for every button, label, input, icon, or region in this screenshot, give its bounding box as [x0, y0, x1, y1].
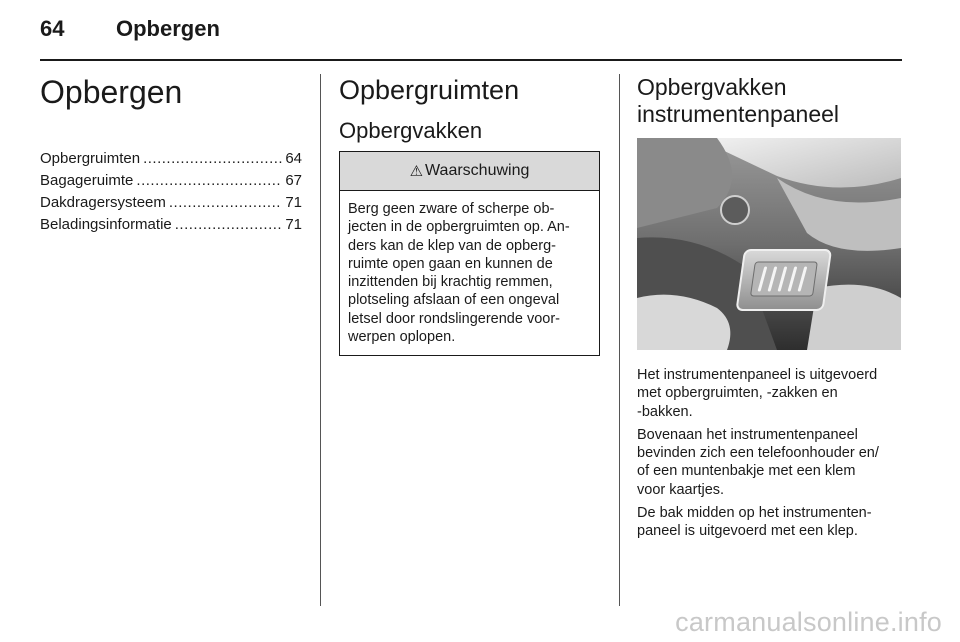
toc-entry-page: 71: [285, 194, 302, 211]
toc-entry-label: Opbergruimten: [40, 150, 141, 167]
text-line: paneel is uitgevoerd met een klep.: [637, 523, 858, 540]
storage-column: [339, 74, 601, 356]
toc-leader-dots: [143, 148, 282, 170]
warning-triangle-icon: ⚠: [409, 163, 424, 180]
paragraph: [637, 504, 901, 541]
toc-entry-label: Bagageruimte: [40, 172, 134, 189]
dashboard-storage-illustration: [637, 138, 901, 350]
section-title: [637, 74, 901, 128]
header-section-title: Opbergen: [116, 16, 220, 41]
toc-entry-page: 64: [285, 150, 302, 167]
toc-leader-dots: [175, 214, 283, 236]
toc-entry[interactable]: [40, 170, 302, 192]
warning-line: plotseling afslaan of een ongeval: [348, 292, 560, 309]
warning-line: Berg geen zware of scherpe ob-: [348, 201, 555, 217]
paragraph: [637, 426, 901, 499]
warning-line: jecten in de opbergruimten op. An-: [348, 219, 570, 236]
dashboard-storage-column: [637, 74, 901, 546]
table-of-contents: [40, 148, 302, 236]
warning-box: [339, 151, 600, 356]
toc-leader-dots: [169, 192, 282, 214]
warning-text: [340, 191, 599, 355]
toc-entry-label: Beladingsinformatie: [40, 216, 172, 233]
text-line: Bovenaan het instrumentenpaneel: [637, 426, 858, 443]
warning-line: ders kan de klep van de opberg-: [348, 237, 556, 254]
column-divider-2: [619, 74, 620, 606]
toc-column: [40, 74, 302, 236]
paragraph: [637, 366, 901, 421]
body-text: [637, 366, 901, 541]
section-title-line: Opbergvakken: [637, 74, 787, 100]
text-line: -bakken.: [637, 403, 693, 420]
toc-entry[interactable]: [40, 192, 302, 214]
warning-line: werpen oplopen.: [348, 329, 456, 346]
toc-leader-dots: [136, 170, 282, 192]
warning-line: inzittenden bij krachtig remmen,: [348, 274, 553, 291]
section-title: Opbergruimten: [339, 75, 520, 105]
text-line: met opbergruimten, -zakken en: [637, 385, 838, 402]
subsection-title: Opbergvakken: [339, 118, 483, 143]
warning-line: letsel door rondslingerende voor-: [348, 310, 560, 327]
column-divider-1: [320, 74, 321, 606]
header-divider: [40, 59, 902, 61]
toc-entry[interactable]: [40, 148, 302, 170]
warning-title: Waarschuwing: [425, 162, 530, 179]
site-watermark: carmanualsonline.info: [675, 607, 942, 637]
toc-entry-page: 71: [285, 216, 302, 233]
chapter-title: Opbergen: [40, 74, 183, 110]
warning-header: [340, 152, 599, 191]
text-line: bevinden zich een telefoonhouder en/: [637, 445, 879, 462]
text-line: of een muntenbakje met een klem: [637, 463, 856, 480]
section-title-line: instrumentenpaneel: [637, 101, 840, 127]
text-line: Het instrumentenpaneel is uitgevoerd: [637, 367, 878, 383]
warning-line: ruimte open gaan en kunnen de: [348, 255, 553, 272]
text-line: voor kaartjes.: [637, 481, 725, 498]
text-line: De bak midden op het instrumenten-: [637, 505, 872, 522]
toc-entry[interactable]: [40, 214, 302, 236]
page-number: 64: [40, 16, 65, 41]
toc-entry-label: Dakdragersysteem: [40, 194, 166, 211]
toc-entry-page: 67: [285, 172, 302, 189]
